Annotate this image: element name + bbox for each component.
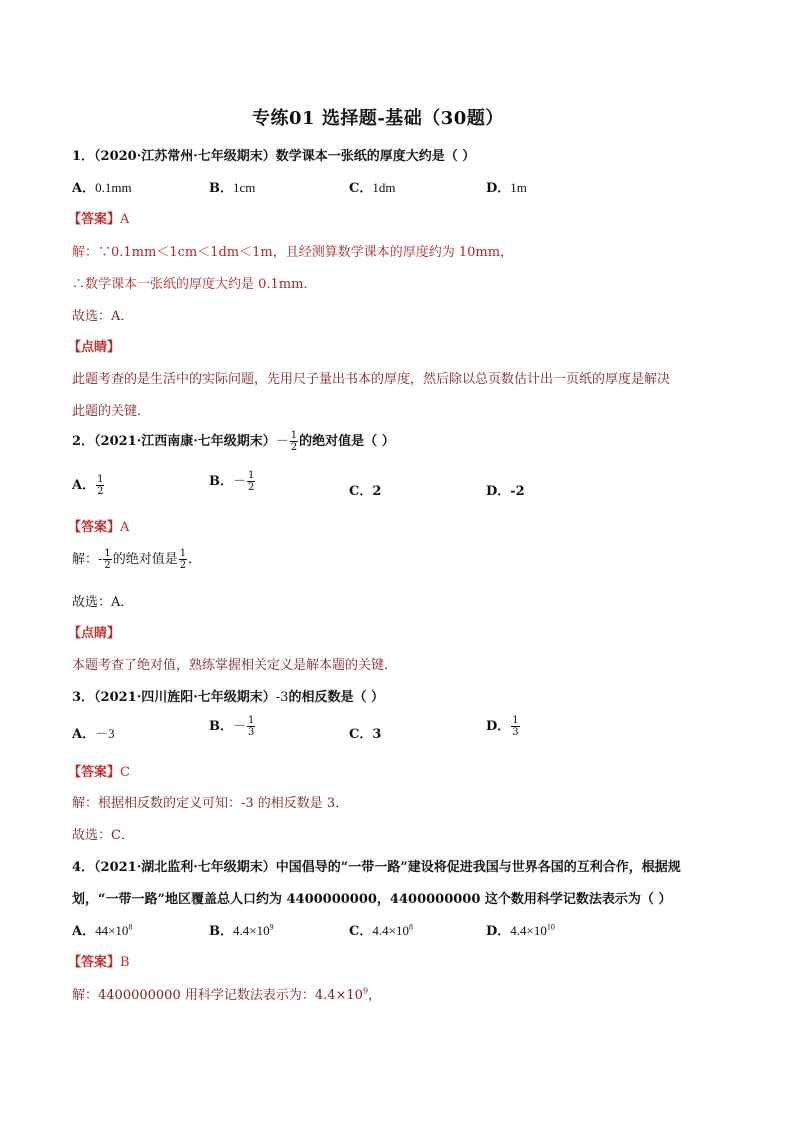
answer-value: B <box>120 955 130 970</box>
denominator: 3 <box>512 727 519 738</box>
answer-label: 【答案】 <box>68 955 121 970</box>
option-label: B． <box>209 181 233 196</box>
option-value: 44×10 <box>95 923 129 938</box>
q2-solution-line-2: 故选：A． <box>72 595 134 610</box>
option-value: 4.4×10 <box>372 923 409 938</box>
q2-comment-line-1: 本题考查了绝对值，熟练掌握相关定义是解本题的关键． <box>72 658 398 673</box>
option-label: D． <box>486 719 511 734</box>
answer-label: 【答案】 <box>68 212 121 227</box>
q2-comment-label: 【点睛】 <box>68 626 121 641</box>
fraction <box>247 470 255 493</box>
numerator: 1 <box>512 715 519 726</box>
denominator: 2 <box>248 482 255 493</box>
denominator: 2 <box>97 486 104 497</box>
option-value: 4.4×10 <box>510 923 547 938</box>
question-1-stem: 1．（2020·江苏常州·七年级期末）数学课本一张纸的厚度大约是（ ） <box>72 149 476 164</box>
answer-label: 【答案】 <box>68 520 121 535</box>
fraction <box>179 548 187 571</box>
fraction <box>290 430 298 453</box>
page-title: 专练01 选择题-基础（30题） <box>252 108 504 129</box>
q1-solution-line-2: ∴数学课本一张纸的厚度大约是 0.1mm． <box>72 277 317 292</box>
answer-label: 【答案】 <box>68 765 121 780</box>
q1-solution-line-1: 解：∵0.1mm＜1cm＜1dm＜1m，且经测算数学课本的厚度约为 10mm， <box>72 245 514 260</box>
q1-answer <box>68 208 129 227</box>
q4-solution-line-1 <box>72 984 381 1003</box>
minus-sign: － <box>233 718 247 733</box>
q1-comment-line-2: 此题的关键． <box>72 404 151 419</box>
q4-option-d[interactable] <box>486 920 555 939</box>
option-value: -2 <box>510 484 525 499</box>
q3-solution-line-2: 故选：C． <box>72 828 134 843</box>
denominator: 2 <box>179 560 187 571</box>
fraction <box>96 474 104 497</box>
option-label: B． <box>209 719 233 734</box>
q1-option-c[interactable] <box>349 177 395 196</box>
q4-option-a[interactable] <box>72 920 132 939</box>
option-label: A． <box>72 181 96 196</box>
option-label: B． <box>209 924 233 939</box>
solution-text: 的绝对值是 <box>112 552 178 567</box>
minus-sign: － <box>275 434 289 449</box>
numerator: 1 <box>248 715 255 726</box>
q1-option-a[interactable] <box>72 177 132 196</box>
q2-answer <box>68 516 129 535</box>
exponent: 9 <box>362 986 369 996</box>
fraction <box>103 548 111 571</box>
option-label: D． <box>486 484 511 499</box>
option-label: A． <box>72 727 96 742</box>
q3-solution-line-1: 解：根据相反数的定义可知：-3 的相反数是 3． <box>72 796 349 811</box>
numerator: 1 <box>179 548 187 559</box>
answer-value: A <box>120 212 130 227</box>
stem-source: 3．（2021·四川旌阳·七年级期末） <box>72 690 276 705</box>
fraction <box>511 715 519 738</box>
option-label: C． <box>349 484 373 499</box>
q2-option-d[interactable] <box>486 480 525 499</box>
stem-text: 的绝对值是（ ） <box>299 434 395 449</box>
question-2-stem <box>72 430 395 453</box>
q1-solution-line-3: 故选：A． <box>72 309 134 324</box>
option-label: D． <box>486 181 511 196</box>
q3-option-b[interactable] <box>209 715 256 738</box>
solution-text: 解：- <box>72 552 103 567</box>
stem-source: 2．（2021·江西南康·七年级期末） <box>72 434 276 449</box>
solution-text: ． <box>188 552 202 567</box>
exponent: 10 <box>546 922 555 932</box>
q1-option-b[interactable] <box>209 177 255 196</box>
minus-sign: － <box>233 473 247 488</box>
option-value: 1m <box>510 180 527 195</box>
exponent: 9 <box>269 922 274 932</box>
q3-answer <box>68 761 130 780</box>
fraction <box>247 715 255 738</box>
q1-comment-line-1: 此题考查的是生活中的实际问题，先用尺子量出书本的厚度，然后除以总页数估计出一页纸的厚度是解决 <box>72 372 671 387</box>
q2-option-a[interactable] <box>72 474 105 497</box>
answer-value: A <box>120 520 130 535</box>
exponent: 8 <box>128 922 133 932</box>
option-value: 1dm <box>372 180 396 195</box>
denominator: 3 <box>248 727 255 738</box>
option-label: C． <box>349 727 373 742</box>
exponent: 8 <box>408 922 413 932</box>
option-label: C． <box>349 181 373 196</box>
solution-text: ， <box>368 988 382 1003</box>
stem-text: 的相反数是（ ） <box>288 690 384 705</box>
option-value: 2 <box>372 484 382 499</box>
q3-option-c[interactable] <box>349 723 381 742</box>
question-4-stem-line-1: 4．（2021·湖北监利·七年级期末）中国倡导的“一带一路”建设将促进我国与世界各国的互利合作，根据规 <box>72 860 681 875</box>
question-4-stem-line-2: 划，“一带一路”地区覆盖总人口约为 4400000000，4400000000 这个数用科学记数法表示为（ ） <box>72 892 672 907</box>
q1-comment-label: 【点睛】 <box>68 340 121 355</box>
option-label: B． <box>209 474 233 489</box>
q3-option-a[interactable] <box>72 723 115 742</box>
stem-value: -3 <box>275 690 289 705</box>
option-value: 3 <box>372 727 382 742</box>
q2-option-b[interactable] <box>209 470 256 493</box>
option-label: D． <box>486 924 511 939</box>
q1-option-d[interactable] <box>486 177 527 196</box>
numerator: 1 <box>290 430 298 441</box>
option-value: 1cm <box>233 180 256 195</box>
answer-value: C <box>120 765 130 780</box>
q4-option-c[interactable] <box>349 920 413 939</box>
q3-option-d[interactable] <box>486 715 521 738</box>
solution-text: 解：4400000000 用科学记数法表示为：4.4×10 <box>72 988 363 1003</box>
question-3-stem <box>72 686 384 705</box>
option-value: 4.4×10 <box>233 923 270 938</box>
numerator: 1 <box>104 548 111 559</box>
numerator: 1 <box>97 474 104 485</box>
numerator: 1 <box>248 470 255 481</box>
option-label: A． <box>72 478 96 493</box>
denominator: 2 <box>104 560 111 571</box>
option-value: 0.1mm <box>95 180 132 195</box>
q4-answer <box>68 951 130 970</box>
q4-option-b[interactable] <box>209 920 274 939</box>
denominator: 2 <box>290 442 298 453</box>
q2-solution-line-1 <box>72 548 201 571</box>
q2-option-c[interactable] <box>349 480 381 499</box>
option-label: C． <box>349 924 373 939</box>
option-label: A． <box>72 924 96 939</box>
option-value: －3 <box>95 726 115 741</box>
